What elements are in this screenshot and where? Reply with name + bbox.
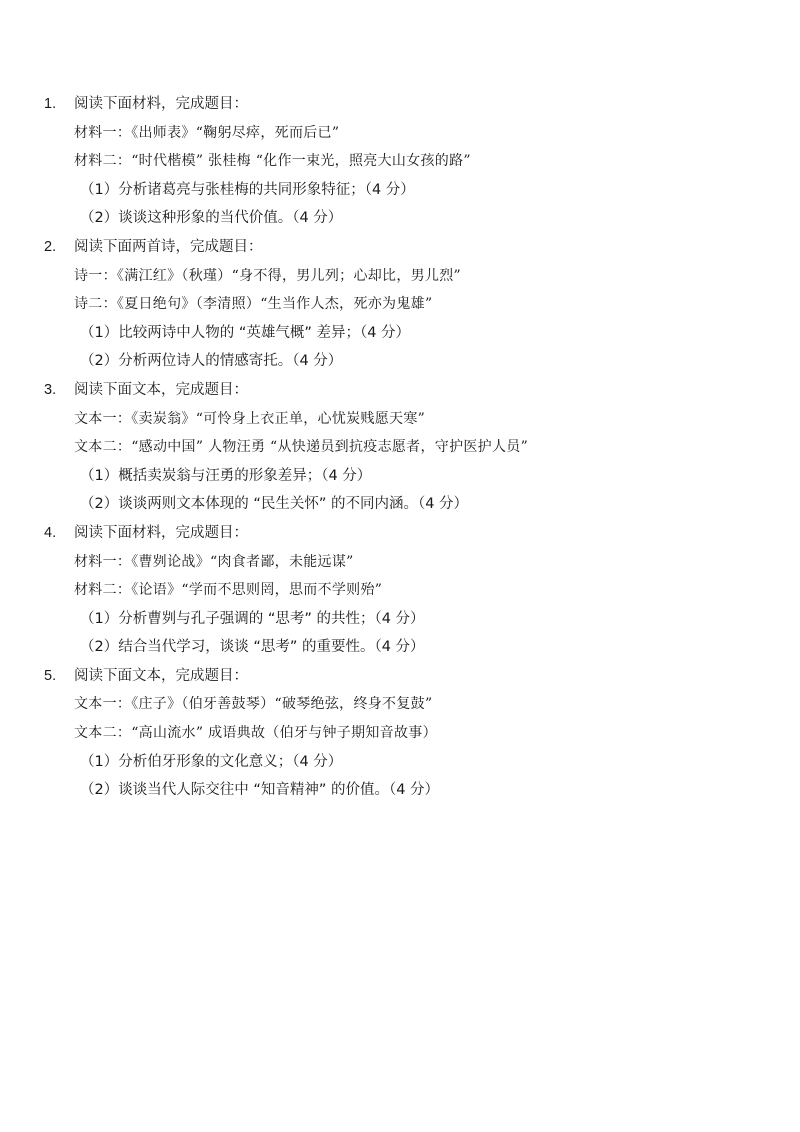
worksheet xyxy=(0,90,800,805)
sub-question: （2）谈谈当代人际交往中 “知音精神” 的价值。（4 分） xyxy=(80,782,440,799)
question-5 xyxy=(0,662,800,805)
material-line: 文本二：“感动中国” 人物汪勇 “从快递员到抗疫志愿者，守护医护人员” xyxy=(74,439,529,456)
question-stem xyxy=(0,662,800,691)
question-1 xyxy=(0,90,800,233)
question-3 xyxy=(0,376,800,519)
sub-question: （2）结合当代学习，谈谈 “思考” 的重要性。（4 分） xyxy=(80,639,425,656)
question-number: 5. xyxy=(44,667,57,684)
sub-question: （1）分析曹刿与孔子强调的 “思考” 的共性；（4 分） xyxy=(80,610,425,627)
question-stem-text: 阅读下面两首诗，完成题目： xyxy=(74,238,263,255)
question-number: 3. xyxy=(44,381,57,398)
material-line: 文本二：“高山流水” 成语典故（伯牙与钟子期知音故事） xyxy=(74,725,437,742)
sub-question: （1）比较两诗中人物的 “英雄气概” 差异；（4 分） xyxy=(80,324,411,341)
sub-question: （1）概括卖炭翁与汪勇的形象差异；（4 分） xyxy=(80,467,372,484)
question-stem xyxy=(0,233,800,262)
material-line: 材料一：《曹刿论战》“肉食者鄙，未能远谋” xyxy=(74,553,354,570)
material-line: 文本一：《卖炭翁》“可怜身上衣正单，心忧炭贱愿天寒” xyxy=(74,410,426,427)
question-stem-text: 阅读下面材料，完成题目： xyxy=(74,524,248,541)
sub-question: （2）谈谈两则文本体现的 “民生关怀” 的不同内涵。（4 分） xyxy=(80,496,469,513)
question-stem xyxy=(0,519,800,548)
material-line: 材料二：《论语》“学而不思则罔，思而不学则殆” xyxy=(74,582,383,599)
sub-question: （2）谈谈这种形象的当代价值。（4 分） xyxy=(80,210,343,227)
sub-question: （2）分析两位诗人的情感寄托。（4 分） xyxy=(80,353,343,370)
material-line: 诗二：《夏日绝句》（李清照）“生当作人杰，死亦为鬼雄” xyxy=(74,296,433,313)
material-line: 材料一：《出师表》“鞠躬尽瘁，死而后已” xyxy=(74,124,340,141)
question-number: 2. xyxy=(44,238,57,255)
question-stem-text: 阅读下面文本，完成题目： xyxy=(74,667,248,684)
material-line: 材料二：“时代楷模” 张桂梅 “化作一束光，照亮大山女孩的路” xyxy=(74,153,471,170)
sub-question: （1）分析伯牙形象的文化意义；（4 分） xyxy=(80,753,343,770)
material-line: 文本一：《庄子》（伯牙善鼓琴）“破琴绝弦，终身不复鼓” xyxy=(74,696,433,713)
question-stem-text: 阅读下面材料，完成题目： xyxy=(74,96,248,112)
question-2 xyxy=(0,233,800,376)
question-stem-text: 阅读下面文本，完成题目： xyxy=(74,381,248,398)
question-4 xyxy=(0,519,800,662)
question-stem xyxy=(0,376,800,405)
question-number: 4. xyxy=(44,524,57,541)
question-number: 1. xyxy=(44,96,57,112)
sub-question: （1）分析诸葛亮与张桂梅的共同形象特征；（4 分） xyxy=(80,181,415,198)
question-stem xyxy=(0,90,800,119)
material-line: 诗一：《满江红》（秋瑾）“身不得，男儿列；心却比，男儿烈” xyxy=(74,267,462,284)
